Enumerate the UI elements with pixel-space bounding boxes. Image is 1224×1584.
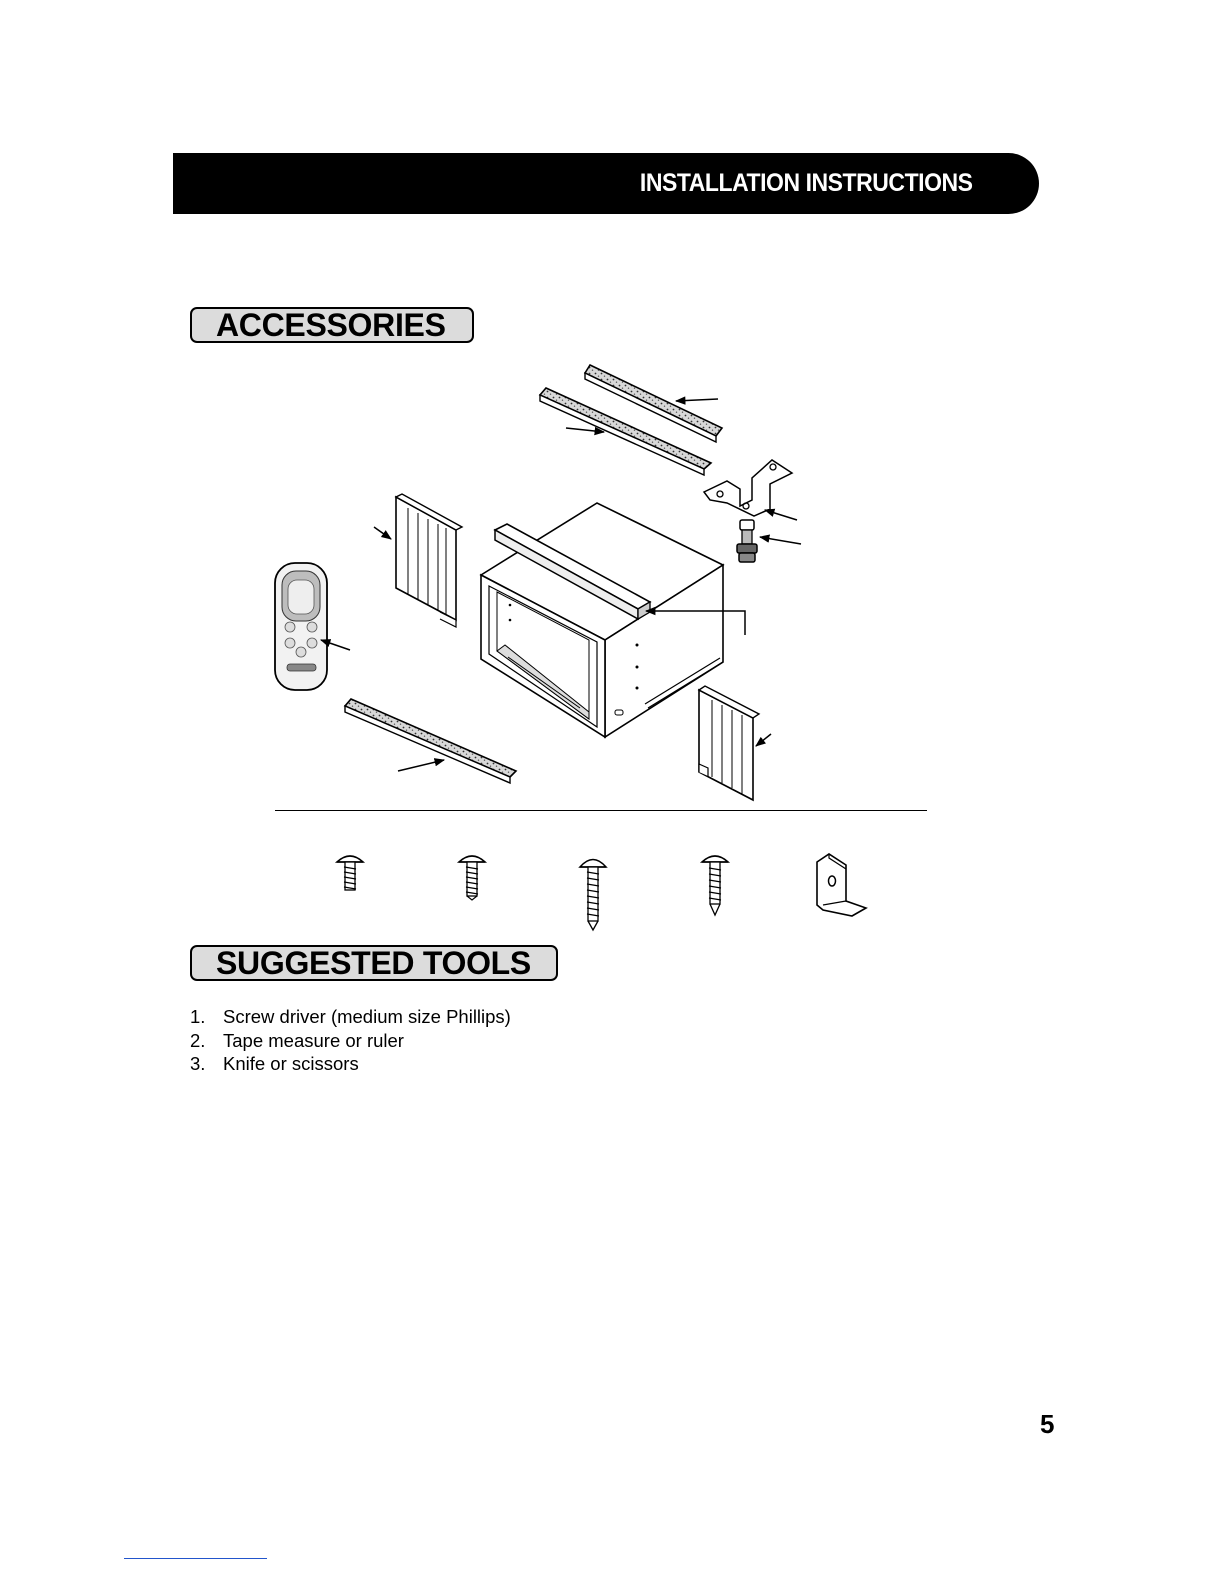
left-side-panel-icon — [374, 494, 462, 627]
tapping-screw-icon — [702, 856, 728, 915]
foam-strip-bottom-icon — [345, 699, 516, 783]
diagram-divider — [275, 810, 927, 811]
page-number: 5 — [1040, 1409, 1055, 1439]
long-screw-icon — [580, 860, 606, 931]
page-header-title: INSTALLATION INSTRUCTIONS — [640, 169, 973, 197]
list-text: Tape measure or ruler — [223, 1029, 404, 1051]
list-number: 1. — [190, 1006, 206, 1027]
right-side-panel-icon — [699, 686, 771, 800]
l-bracket-icon — [817, 854, 866, 916]
list-number: 2. — [190, 1029, 206, 1051]
list-item — [190, 1052, 511, 1076]
list-item — [190, 1029, 511, 1053]
tools-list — [190, 1005, 511, 1076]
remote-control-icon — [275, 563, 350, 690]
list-item — [190, 1005, 511, 1029]
list-text: Screw driver (medium size Phillips) — [223, 1006, 511, 1027]
list-number: 3. — [190, 1053, 206, 1074]
suggested-tools-heading: SUGGESTED TOOLS — [190, 945, 558, 981]
footer-rule — [124, 1558, 267, 1559]
window-bracket-icon — [704, 460, 797, 520]
short-screw-icon — [337, 856, 363, 890]
list-text: Knife or scissors — [223, 1053, 359, 1074]
bolt-and-nut-icon — [737, 520, 801, 562]
accessories-heading: ACCESSORIES — [190, 307, 474, 343]
medium-screw-icon — [459, 856, 485, 900]
